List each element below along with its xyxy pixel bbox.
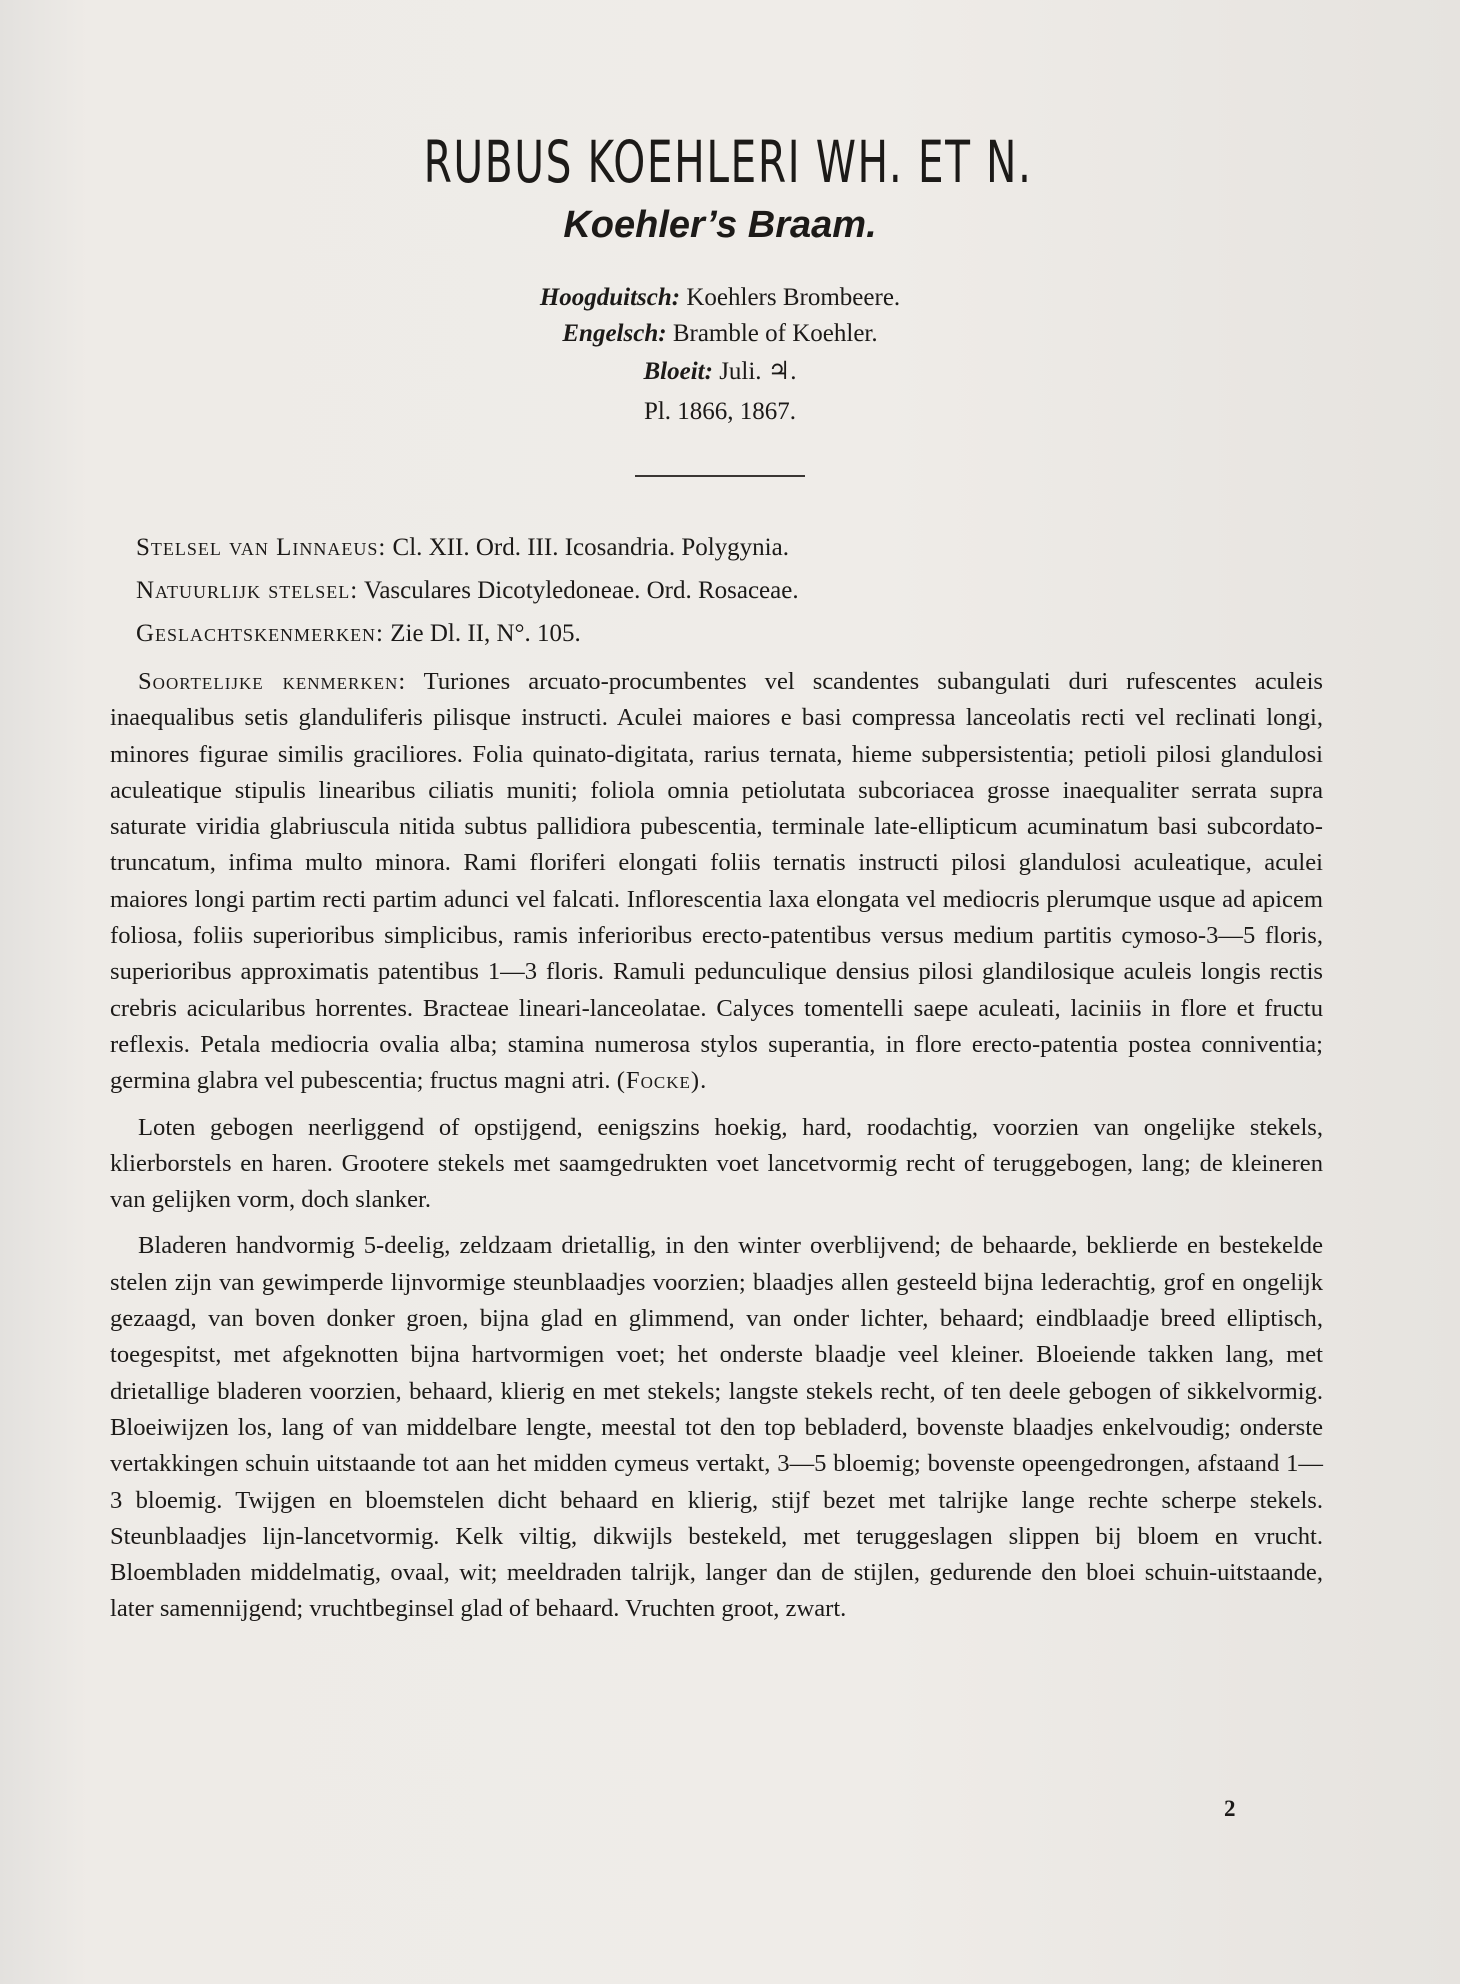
- german-name-line: [420, 284, 1020, 312]
- specific-characters-label: Soortelijke kenmerken:: [138, 668, 407, 695]
- natural-system-line: [136, 577, 799, 605]
- divider: [635, 475, 805, 477]
- page-number: 2: [1224, 1796, 1236, 1821]
- leaves-paragraph: Bladeren handvormig 5-deelig, zeldzaam drietallig, in den winter overblijvend; de behaarde, beklierde en bestekelde stelen zijn van gewimperde lijnvormige steunblaadjes voorzien; blaadjes allen gesteeld bijna lederachtig, grof en ongelijk gezaagd, van boven donker groen, bijna glad en glimmend, van onder lichter, behaard; eindblaadje breed elliptisch, toegespitst, met afgeknotten bijna hartvormigen voet; het onderste blaadje veel kleiner. Bloeiende takken lang, met drietallige bladeren voorzien, behaard, klierig en met stekels; langste stekels recht, of ten deele gebogen of sikkelvormig. Bloeiwijzen los, lang of van middelbare lengte, meestal tot den top bebladerd, bovenste blaadjes enkelvoudig; onderste vertakkingen schuin uitstaande tot aan het midden cymeus vertakt, 3—5 bloemig; bovenste opeengedrongen, afstaand 1—3 bloemig. Twijgen en bloemstelen dicht behaard en klierig, stijf bezet met talrijke lange rechte scherpe stekels. Steunblaadjes lijn-lancetvormig. Kelk viltig, dikwijls bestekeld, met teruggeslagen slippen bij bloem en vrucht. Bloembladen middelmatig, ovaal, wit; meeldraden talrijk, langer dan de stijlen, gedurende den bloei schuin-uitstaande, later samennijgend; vruchtbeginsel glad of behaard. Vruchten groot, zwart.: [110, 1232, 1323, 1623]
- linnaeus-system-value: Cl. XII. Ord. III. Icosandria. Polygynia.: [386, 534, 789, 561]
- genus-characters-label: Geslachtskenmerken:: [136, 620, 385, 647]
- english-name-value: Bramble of Koehler.: [666, 320, 878, 347]
- flowering-value: Juli. ♃.: [712, 358, 797, 385]
- plates-line: Pl. 1866, 1867.: [643, 398, 797, 425]
- natural-system-label: Natuurlijk stelsel:: [136, 577, 359, 604]
- latin-description: [110, 664, 1323, 1100]
- linnaeus-system-line: [136, 534, 789, 562]
- english-name-label: Engelsch:: [562, 320, 667, 347]
- common-name: Koehler’s Braam.: [563, 204, 877, 246]
- flowering-label: Bloeit:: [643, 358, 713, 385]
- german-name-label: Hoogduitsch:: [539, 284, 681, 311]
- english-name-line: [420, 320, 1020, 348]
- specific-characters-text: Turiones arcuato-procumbentes vel scandentes subangulati duri rufescentes aculeis inaequalibus setis glanduliferis pilisque instructi. Aculei maiores e basi compressa lanceolatis recti vel reclinati longi, minores figurae similis graciliores. Folia quinato-digitata, rarius ternata, hieme subpersistentia; petioli pilosi glandulosi aculeatique stipulis linearibus ciliatis muniti; foliola omnia petiolutata subcoriacea grosse inaequaliter serrata supra saturate viridia glabriuscula nitida subtus pallidiora pubescentia, terminale late-ellipticum acuminatum basi subcordato-truncatum, infima multo minora. Rami floriferi elongati foliis ternatis instructi pilosi glandulosi aculeatique, aculei maiores longi partim recti partim adunci vel falcati. Inflorescentia laxa elongata vel mediocris plerumque usque ad apicem foliosa, foliis superioribus simplicibus, ramis inferioribus erecto-patentibus versus medium partitis cymoso-3—5 floris, superioribus approximatis patentibus 1—3 floris. Ramuli pedunculique densius pilosi glandilosique aculeis longis rectis crebris acicularibus horrentes. Bracteae lineari-lanceolatae. Calyces tomentelli saepe aculeati, laciniis in flore et fructu reflexis. Petala mediocria ovalia alba; stamina numerosa stylos superantia, in flore erecto-patentia postea conniventia; germina glabra vel pubescentia; fructus magni atri.: [110, 668, 1323, 1095]
- genus-characters-line: [136, 620, 581, 648]
- flowering-line: [420, 356, 1020, 386]
- german-name-value: Koehlers Brombeere.: [680, 284, 901, 311]
- description-body: [110, 664, 1323, 1638]
- species-title: RUBUS KOEHLERI WH. ET N.: [423, 128, 1033, 196]
- stems-paragraph: Loten gebogen neerliggend of opstijgend, eenigszins hoekig, hard, roodachtig, voorzien van ongelijke stekels, klierborstels en haren. Grootere stekels met saamgedrukten voet lancetvormig recht of teruggebogen, lang; de kleineren van gelijken vorm, doch slanker.: [110, 1113, 1323, 1214]
- linnaeus-system-label: Stelsel van Linnaeus:: [136, 534, 387, 561]
- specific-author: (Focke).: [616, 1067, 708, 1095]
- natural-system-value: Vasculares Dicotyledoneae. Ord. Rosaceae.: [358, 577, 799, 604]
- genus-characters-value: Zie Dl. II, N°. 105.: [384, 620, 581, 647]
